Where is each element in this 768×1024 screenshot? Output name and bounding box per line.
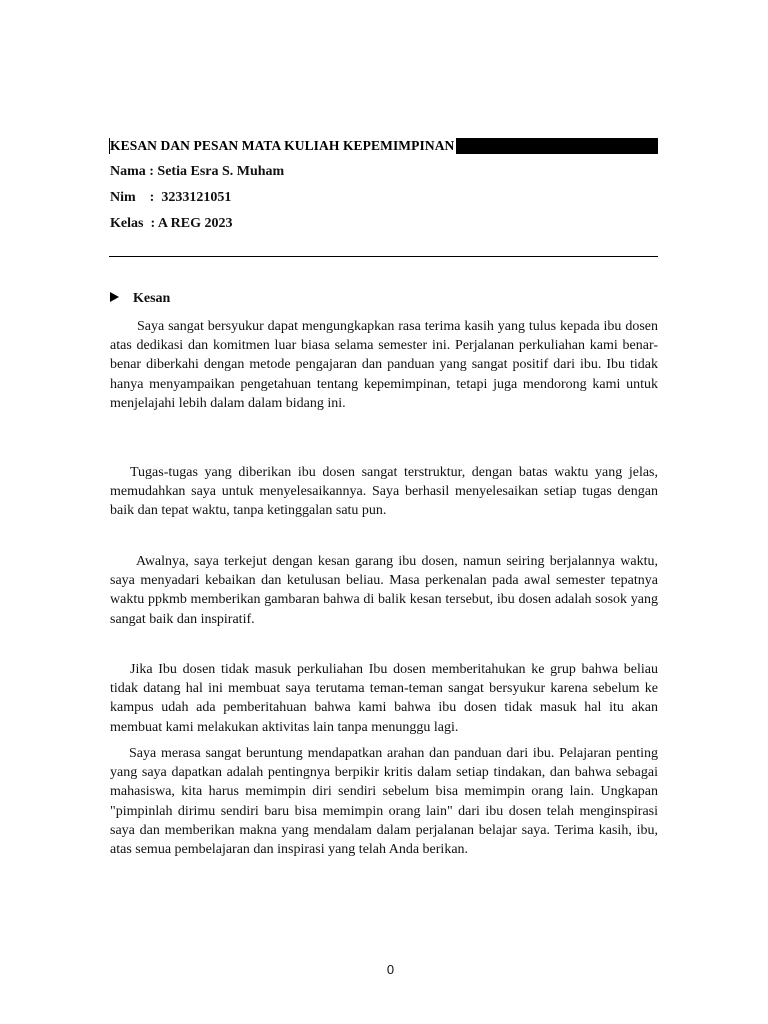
- paragraph-3: Awalnya, saya terkejut dengan kesan garang ibu dosen, namun seiring berjalannya waktu, saya menyadari kebaikan dan ketulusan beliau. Masa perkenalan pada awal semester tepatnya waktu ppkmb memberikan gambaran bahwa di balik kesan tersebut, ibu dosen adalah sosok yang sangat baik dan inspiratif.: [110, 554, 658, 627]
- student-class: Kelas : A REG 2023: [110, 216, 233, 231]
- student-name: Nama : Setia Esra S. Muham: [110, 164, 285, 179]
- header-divider: [109, 256, 658, 257]
- section-heading-label: Kesan: [133, 291, 171, 306]
- paragraph-5: Saya merasa sangat beruntung mendapatkan arahan dan panduan dari ibu. Pelajaran penting yang saya dapatkan adalah pentingnya berpikir kritis dalam setiap tindakan, dan bahwa sebagai mahasiswa, kita harus memimpin diri sendiri sebelum bisa memimpin orang lain. Ungkapan "pimpinlah dirimu sendiri baru bisa memimpin orang lain" dari ibu dosen telah menginspirasi saya dan memberikan makna yang mendalam dalam perjalanan belajar saya. Terima kasih, ibu, atas semua pembelajaran dan inspirasi yang telah Anda berikan.: [110, 746, 658, 858]
- section-heading: [110, 290, 170, 308]
- paragraph-2: Tugas-tugas yang diberikan ibu dosen sangat terstruktur, dengan batas waktu yang jelas, memudahkan saya untuk menyelesaikannya. Saya berhasil menyelesaikan setiap tugas dengan baik dan tepat waktu, tanpa ketinggalan satu pun.: [110, 465, 658, 519]
- page-number: 0: [386, 962, 395, 977]
- paragraph-4: Jika Ibu dosen tidak masuk perkuliahan Ibu dosen memberitahukan ke grup bahwa beliau tidak datang hal ini membuat saya terutama teman-teman sangat bersyukur karena sebelum ke kampus udah ada pemberitahuan bahwa kami bahwa ibu dosen tidak masuk hal itu akan membuat kami melakukan aktivitas lain tanpa menunggu lagi.: [110, 662, 658, 735]
- document-title: KESAN DAN PESAN MATA KULIAH KEPEMIMPINAN: [110, 138, 455, 153]
- student-nim: Nim : 3233121051: [110, 190, 232, 205]
- arrowhead-bullet-icon: [110, 292, 119, 302]
- paragraph-1: Saya sangat bersyukur dapat mengungkapkan rasa terima kasih yang tulus kepada ibu dosen atas dedikasi dan komitmen luar biasa selama semester ini. Perjalanan perkuliahan kami benar-benar diberkahi dengan metode pengajaran dan panduan yang sangat positif dari ibu. Ibu tidak hanya menyampaikan pengetahuan tentang kepemimpinan, tetapi juga mendorong kami untuk menjelajahi lebih dalam dalam bidang ini.: [110, 319, 658, 411]
